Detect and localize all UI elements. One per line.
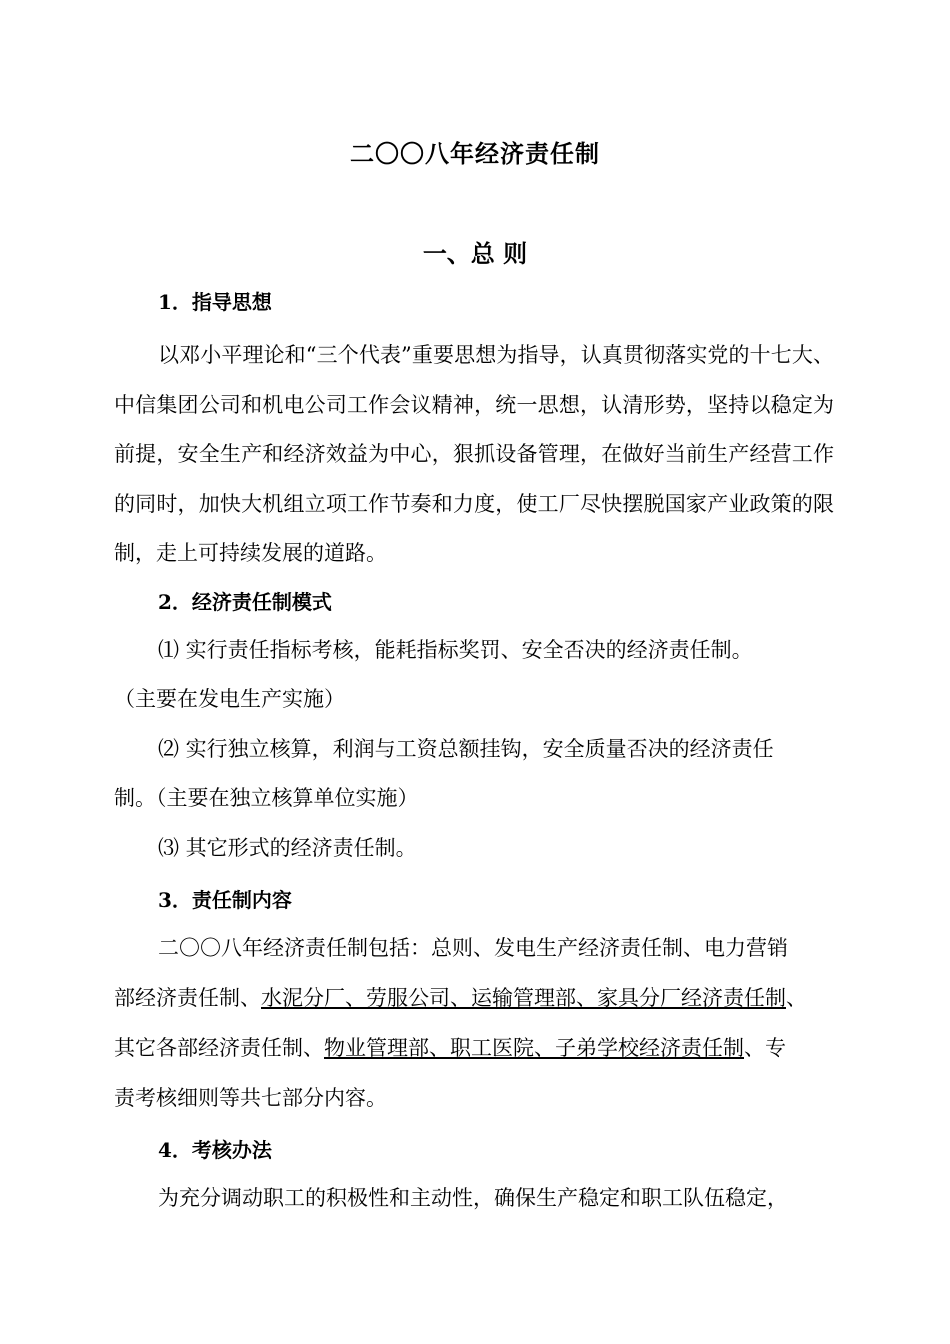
underlined-units: 水泥分厂、劳服公司、运输管理部、家具分厂经济责任制	[261, 986, 786, 1010]
document-title: 二〇〇八年经济责任制	[350, 139, 600, 168]
paragraph-guiding-ideology: 以邓小平理论和“三个代表”重要思想为指导，认真贯彻落实党的十七大、中信集团公司和机电公司工作会议精神，统一思想，认清形势，坚持以稳定为前提，安全生产和经济效益为中心，狠抓设备管理，在做好当前生产经营工作的同时，加快大机组立项工作节奏和力度，使工厂尽快摆脱国家产业政策的限制，走上可持续发展的道路。	[114, 343, 834, 565]
content-text: 、	[786, 986, 807, 1010]
underlined-units: 物业管理部、职工医院、子弟学校经济责任制	[324, 1036, 744, 1060]
content-line-4: 责考核细则等共七部分内容。	[114, 1086, 387, 1110]
mode-item-2-note: 制。（主要在独立核算单位实施）	[114, 786, 419, 810]
mode-item-2: ⑵ 实行独立核算，利润与工资总额挂钩，安全质量否决的经济责任	[158, 737, 774, 761]
content-text: 、专	[744, 1036, 786, 1060]
heading-assessment-method: 4．考核办法	[158, 1138, 272, 1162]
content-line-2	[114, 984, 854, 1012]
mode-item-1-note: （主要在发电生产实施）	[114, 687, 345, 711]
mode-item-1: ⑴ 实行责任指标考核，能耗指标奖罚、安全否决的经济责任制。	[158, 638, 753, 662]
heading-responsibility-mode: 2．经济责任制模式	[158, 590, 332, 614]
content-line-1: 二〇〇八年经济责任制包括：总则、发电生产经济责任制、电力营销	[158, 936, 788, 960]
assessment-line-1: 为充分调动职工的积极性和主动性，确保生产稳定和职工队伍稳定，	[158, 1186, 788, 1210]
heading-guiding-ideology: 1．指导思想	[158, 290, 272, 314]
section-heading-general: 一、总 则	[422, 239, 528, 268]
heading-responsibility-content: 3．责任制内容	[158, 888, 292, 912]
content-text: 部经济责任制、	[114, 986, 261, 1010]
content-text: 其它各部经济责任制、	[114, 1036, 324, 1060]
content-line-3	[114, 1034, 854, 1062]
mode-item-3: ⑶ 其它形式的经济责任制。	[158, 836, 417, 860]
